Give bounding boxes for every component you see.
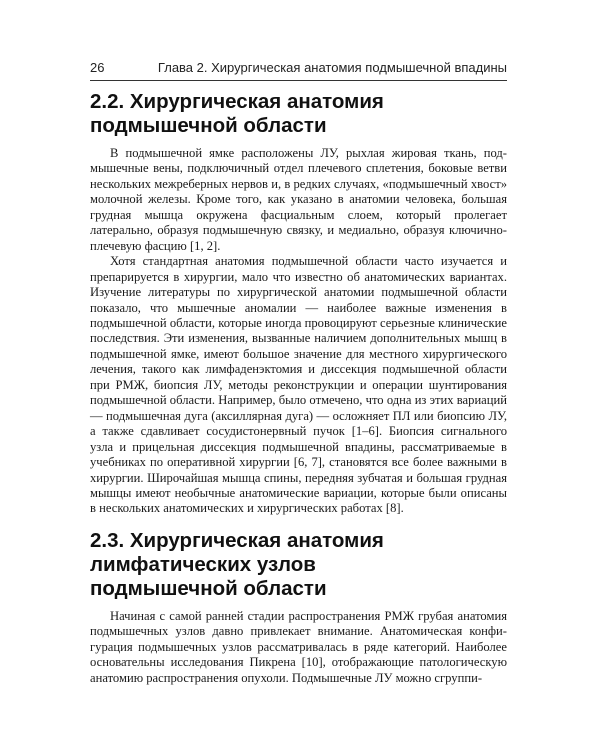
section-heading-line: лимфатических узлов — [90, 552, 316, 576]
header-rule — [90, 80, 507, 81]
section-heading-2-3 — [90, 529, 507, 601]
section-heading-2-2 — [90, 90, 507, 138]
section-heading-line: 2.2. Хирургическая анатомия — [90, 90, 384, 113]
chapter-title: Глава 2. Хирургическая анатомия подмышечной впадины — [157, 60, 507, 75]
running-header — [90, 58, 507, 78]
page-number: 26 — [90, 60, 105, 75]
section-heading-line: подмышечной области — [90, 576, 327, 600]
body-paragraph: В подмышечной ямке расположены ЛУ, рыхлая жировая ткань, подмышечные вены, подключичный отдел плечевого сплетения, боковые ветви нескольких межреберных нервов и, в редких случаях, «подмышечный хвост» молочной железы. Кроме того, как указано в анатомии человека, большая грудная мышца окружена фасциальным слоем, который пролегает латерально, образуя подмышечную связку, и медиально, образуя ключично-плечевую фасцию [1, 2]. — [90, 146, 507, 253]
section-heading-line: подмышечной области — [90, 114, 327, 137]
body-paragraph: Начиная с самой ранней стадии распространения РМЖ грубая анатомия подмышечных узлов давно привлекает внимание. Анатомическая конфигурация подмышечных узлов рассматривалась в ряде категорий. Наиболее основательны исследования Пикрена [10], отображающие патологическую анатомию распространения опухоли. Подмышечные ЛУ можно сгруппи- — [90, 608, 507, 685]
section-heading-line: 2.3. Хирургическая анатомия — [90, 528, 384, 552]
page-content — [90, 90, 507, 686]
body-paragraph: Хотя стандартная анатомия подмышечной области часто изучается и препарируется в хирургии, мало что известно об анатомических вариантах. Изучение литературы по хирургической анатомии подмышечной области показало, что мышечные аномалии — наиболее важные изменения в подмышечной области, которые иногда провоцируют серьезные клинические последствия. Эти изменения, вызванные наличием дополнительных мышц в подмышечной ямке, имеют большое значение для местного хирургического лечения, такого как лимфаденэктомия и диссекция подмышечной области при РМЖ, биопсия ЛУ, методы реконструкции и операции шунтирования подмышечной области. Например, было отмечено, что одна из этих вариаций — подмышечная дуга (аксиллярная дуга) — осложняет ПЛ или биопсию ЛУ, а также сдавливает сосудистонервный пучок [1–6]. Биопсия сигнального узла и прицельная диссекция подмышечной впадины, рассматриваемые в учебниках по оперативной хирургии [6, 7], становятся все более важными в хирургии. Широчайшая мышца спины, передняя зубчатая и большая грудная мышцы имеют необычные анатомические вариации, которые были описаны в нескольких анатомических и хирургических работах [8]. — [90, 254, 507, 516]
